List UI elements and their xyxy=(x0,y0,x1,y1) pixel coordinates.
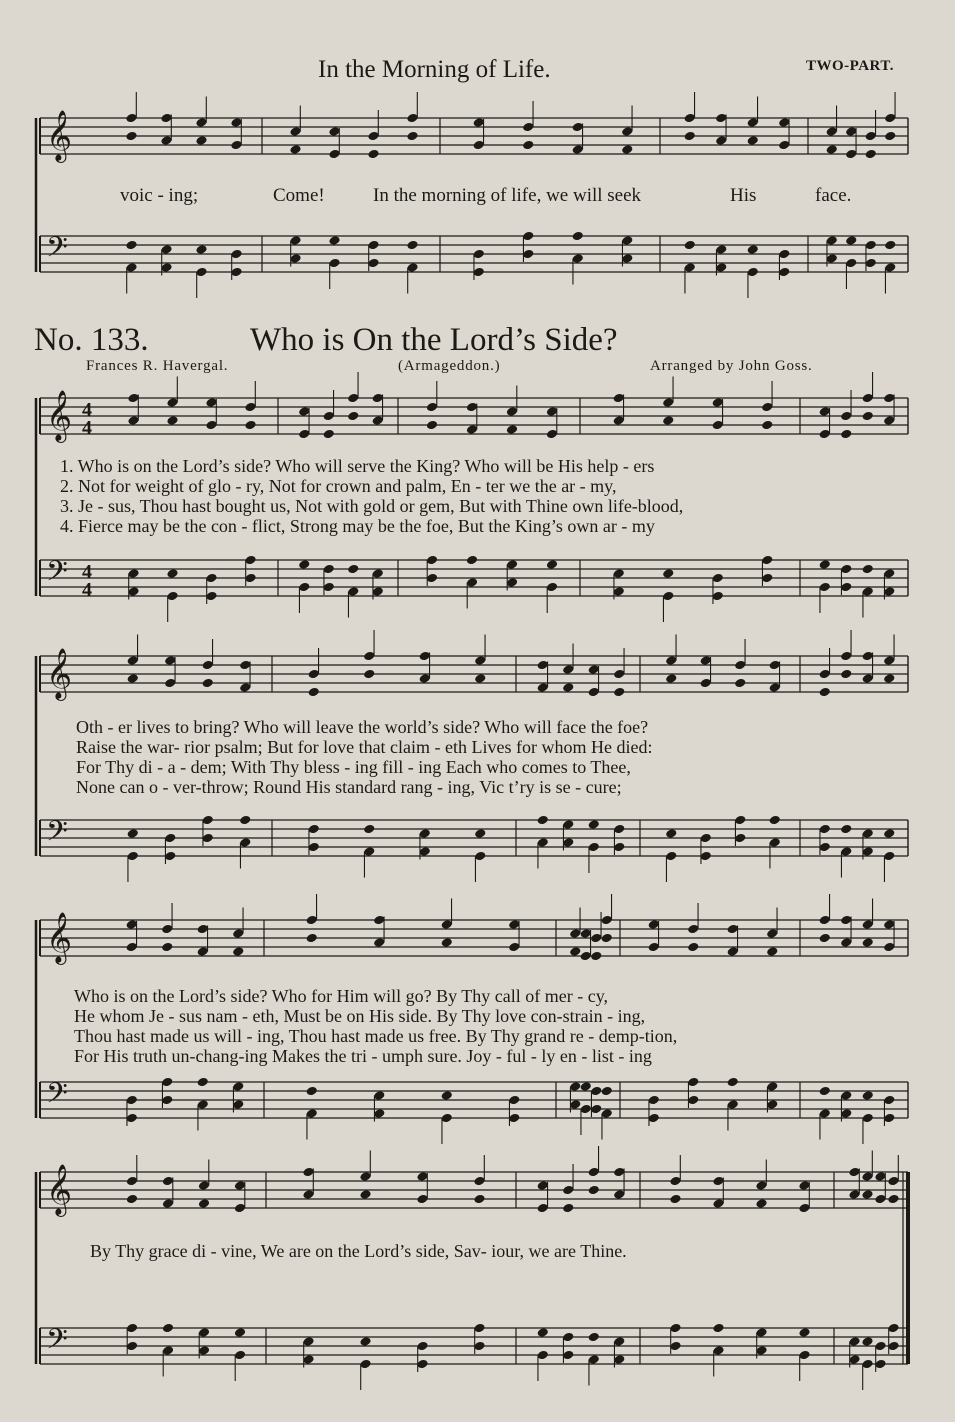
note-head xyxy=(684,131,696,142)
note-head xyxy=(474,828,486,839)
note-head xyxy=(195,244,207,255)
note-head xyxy=(588,1332,600,1343)
verse-block-2 xyxy=(76,717,652,797)
note-head xyxy=(580,1081,592,1092)
hymn-title: Who is On the Lord’s Side? xyxy=(250,322,618,358)
note-head xyxy=(613,687,625,698)
note-head xyxy=(466,555,478,566)
note-head xyxy=(161,942,173,953)
note-head xyxy=(727,1077,739,1088)
note-head xyxy=(665,828,677,839)
note-head xyxy=(359,1336,371,1347)
note-head xyxy=(865,149,877,160)
verse-block-4 xyxy=(90,1241,627,1261)
treble-clef-icon: 𝄞 xyxy=(46,648,73,699)
treble-clef-icon: 𝄞 xyxy=(46,110,73,161)
verse-line: 2. Not for weight of glo - ry, Not for crown and palm, En - ter we the ar - my, xyxy=(60,476,617,496)
note-head xyxy=(244,420,256,431)
note-head xyxy=(359,1189,371,1200)
note-head xyxy=(819,687,831,698)
note-head xyxy=(441,1090,453,1101)
note-head xyxy=(840,824,852,835)
note-head xyxy=(125,131,137,142)
bass-clef-icon: 𝄢 xyxy=(46,231,68,271)
previous-hymn-title: In the Morning of Life. xyxy=(318,56,551,83)
verse-line: 3. Je - sus, Thou hast bought us, Not with gold or gem, But with Thine own life-blood, xyxy=(60,496,684,516)
note-head xyxy=(601,933,613,944)
note-head xyxy=(590,951,602,962)
note-head xyxy=(328,235,340,246)
treble-clef-icon: 𝄞 xyxy=(46,390,73,441)
lyric-word: Come! xyxy=(273,185,325,206)
note-head xyxy=(840,669,852,680)
note-head xyxy=(819,559,831,570)
note-head xyxy=(662,415,674,426)
note-head xyxy=(363,669,375,680)
note-head xyxy=(562,1203,574,1214)
note-head xyxy=(883,828,895,839)
note-head xyxy=(861,1189,873,1200)
note-head xyxy=(862,937,874,948)
note-head xyxy=(367,149,379,160)
note-head xyxy=(588,1185,600,1196)
note-head xyxy=(474,673,486,684)
time-signature-top: 4 xyxy=(82,561,92,583)
note-head xyxy=(798,1327,810,1338)
tune-name: (Armageddon.) xyxy=(398,358,501,374)
verse-block-1 xyxy=(60,456,683,536)
note-head xyxy=(127,828,139,839)
note-head xyxy=(884,240,896,251)
note-head xyxy=(363,824,375,835)
note-head xyxy=(601,1086,613,1097)
note-head xyxy=(289,144,301,155)
hymn-author: Frances R. Havergal. xyxy=(86,358,229,374)
note-head xyxy=(127,673,139,684)
note-head xyxy=(506,424,518,435)
note-head xyxy=(840,429,852,440)
note-head xyxy=(769,815,781,826)
note-head xyxy=(166,415,178,426)
treble-clef-icon: 𝄞 xyxy=(46,1164,73,1215)
note-head xyxy=(862,1090,874,1101)
note-head xyxy=(546,559,558,570)
bass-clef-icon: 𝄢 xyxy=(46,1323,68,1363)
note-head xyxy=(232,946,244,957)
note-head xyxy=(826,144,838,155)
note-head xyxy=(323,429,335,440)
note-head xyxy=(761,420,773,431)
note-head xyxy=(862,564,874,575)
note-head xyxy=(887,1194,899,1205)
lyric-word: In the morning of life, we will seek xyxy=(373,185,642,206)
note-head xyxy=(588,819,600,830)
bass-clef-icon: 𝄢 xyxy=(46,555,68,595)
note-head xyxy=(662,568,674,579)
note-head xyxy=(125,240,137,251)
bass-clef-icon: 𝄢 xyxy=(46,815,68,855)
note-head xyxy=(712,1323,724,1334)
note-head xyxy=(162,1323,174,1334)
note-head xyxy=(845,235,857,246)
time-signature-bottom: 4 xyxy=(82,579,92,601)
note-head xyxy=(755,1198,767,1209)
note-head xyxy=(884,131,896,142)
note-head xyxy=(861,1336,873,1347)
note-head xyxy=(197,1077,209,1088)
arranger-credit: Arranged by John Goss. xyxy=(650,358,813,374)
note-head xyxy=(883,673,895,684)
verse-line: By Thy grace di - vine, We are on the Lord’s side, Sav- iour, we are Thine. xyxy=(90,1241,627,1261)
note-head xyxy=(572,231,584,242)
verse-line: Raise the war- rior psalm; But for love that claim - eth Lives for whom He died: xyxy=(76,737,653,757)
note-head xyxy=(621,144,633,155)
note-head xyxy=(684,240,696,251)
note-head xyxy=(306,1086,318,1097)
lyric-word: voic - ing; xyxy=(120,185,199,206)
verse-line: For Thy di - a - dem; With Thy bless - ing fill - ing Each who comes to Thee, xyxy=(76,757,631,777)
note-head xyxy=(166,568,178,579)
note-head xyxy=(669,1194,681,1205)
note-head xyxy=(537,815,549,826)
note-head xyxy=(195,135,207,146)
note-head xyxy=(473,1194,485,1205)
part-label: TWO-PART. xyxy=(806,58,894,74)
verse-line: None can o - ver-throw; Round His standard rang - ing, Vic t’ry is se - cure; xyxy=(76,777,622,797)
verse-line: He whom Je - sus nam - eth, Must be on His side. By Thy love con-strain - ing, xyxy=(74,1006,646,1026)
verse-line: Thou hast made us will - ing, Thou hast made us free. By Thy grand re - demp-tion, xyxy=(74,1026,678,1046)
note-head xyxy=(308,687,320,698)
verse-line: 4. Fierce may be the con - flict, Strong may be the foe, But the King’s own ar - my xyxy=(60,516,655,536)
note-head xyxy=(747,135,759,146)
note-head xyxy=(426,420,438,431)
note-head xyxy=(306,933,318,944)
note-head xyxy=(734,678,746,689)
note-head xyxy=(202,678,214,689)
note-head xyxy=(687,942,699,953)
note-head xyxy=(537,1327,549,1338)
time-signature-bottom: 4 xyxy=(82,417,92,439)
note-head xyxy=(198,1198,210,1209)
lyric-word: His xyxy=(730,185,757,206)
note-head xyxy=(347,564,359,575)
note-head xyxy=(234,1327,246,1338)
verse-line: Oth - er lives to bring? Who will leave the world’s side? Who will face the foe? xyxy=(76,717,649,737)
verse-block-3 xyxy=(74,986,677,1066)
note-head xyxy=(522,140,534,151)
note-head xyxy=(562,682,574,693)
note-head xyxy=(819,1086,831,1097)
lyric-word: face. xyxy=(815,185,852,206)
note-head xyxy=(747,244,759,255)
verse-line: Who is on the Lord’s side? Who for Him will go? By Thy call of mer - cy, xyxy=(74,986,609,1006)
note-head xyxy=(406,240,418,251)
note-head xyxy=(862,411,874,422)
note-head xyxy=(347,411,359,422)
note-head xyxy=(406,131,418,142)
hymn-number: No. 133. xyxy=(34,322,149,358)
note-head xyxy=(298,559,310,570)
note-head xyxy=(239,815,251,826)
note-head xyxy=(441,937,453,948)
note-head xyxy=(126,1194,138,1205)
note-head xyxy=(819,933,831,944)
verse-line: 1. Who is on the Lord’s side? Who will serve the King? Who will be His help - ers xyxy=(60,456,655,476)
verse-line: For His truth un-chang-ing Makes the tri - umph sure. Joy - ful - ly en - list - ing xyxy=(74,1046,652,1066)
treble-clef-icon: 𝄞 xyxy=(46,912,73,963)
bass-clef-icon: 𝄢 xyxy=(46,1077,68,1117)
note-head xyxy=(569,946,581,957)
time-signature-top: 4 xyxy=(82,399,92,421)
note-head xyxy=(665,673,677,684)
note-head xyxy=(766,946,778,957)
